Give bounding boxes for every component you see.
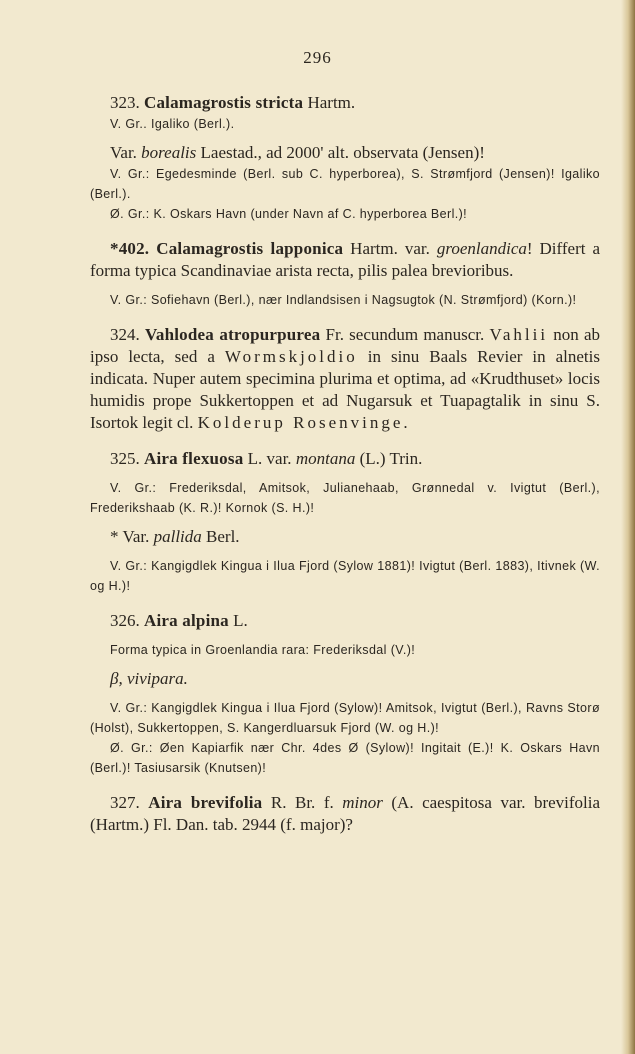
- variety-name: montana: [295, 449, 356, 468]
- entry-text: (A. caespitosa var. brevifolia (Hartm.) Fl. Dan. tab. 2944 (f. major)?: [90, 793, 601, 834]
- entry-heading: [90, 610, 600, 632]
- entry-number: 323.: [110, 93, 140, 112]
- locality-text: Forma typica in Groenlandia rara: Frederiksdal (V.)!: [110, 643, 416, 657]
- taxon-author: L.: [233, 611, 248, 630]
- taxon-name: Aira flexuosa: [144, 449, 244, 468]
- locality-text: V. Gr.: Frederiksdal, Amitsok, Julianehaab, Grønnedal v. Ivigtut (Berl.), Frederikshaab (K. R.)! Kornok (S. H.)!: [90, 481, 600, 515]
- taxon-author: Hartm. var.: [350, 239, 430, 258]
- taxon-name: Vahlodea atropurpurea: [144, 325, 321, 344]
- locality-text: V. Gr.: Sofiehavn (Berl.), nær Indlandsisen i Nagsugtok (N. Strømfjord) (Korn.)!: [110, 293, 577, 307]
- variety-line: [90, 142, 600, 164]
- variety-prefix: Var.: [110, 143, 137, 162]
- entry-text: ! Differt a forma typica Scandinaviae arista recta, pilis palea brevioribus.: [90, 239, 600, 280]
- entry-number: 326.: [110, 611, 140, 630]
- taxon-name: Calamagrostis lapponica: [156, 239, 344, 258]
- taxon-author: R. Br. f.: [270, 793, 334, 812]
- entry-text: .: [403, 413, 408, 432]
- entry-heading: [90, 238, 600, 282]
- page-number: 296: [303, 48, 332, 67]
- entry-text: in sinu Baals Revier in alnetis indicata. Nuper autem specimina plurima et optima, ad «Krudthuset» locis humidis prope Sukkertoppen et ad Nugarsuk et Tuapagtalik in sinu S. Isortok legit cl.: [90, 347, 600, 432]
- page-body: [90, 92, 600, 836]
- locality-text: V. Gr.: Kangigdlek Kingua i Ilua Fjord (Sylow)! Amitsok, Ivigtut (Berl.), Ravns Storø (Holst), Sukkertoppen, S. Kangerdluarsuk Fjord (W. og H.)!: [90, 701, 600, 735]
- variety-name: borealis: [141, 143, 197, 162]
- entry-402: [90, 238, 600, 310]
- variety-prefix: * Var.: [110, 527, 150, 546]
- variety-line: [90, 526, 600, 548]
- variety-name: minor: [342, 793, 383, 812]
- variety-name: groenlandica: [436, 239, 527, 258]
- locality-text: V. Gr.. Igaliko (Berl.).: [110, 117, 235, 131]
- entry-323: [90, 92, 600, 224]
- variety-text: Berl.: [206, 527, 240, 546]
- taxon-name: Calamagrostis stricta: [144, 93, 304, 112]
- taxon-name: Aira alpina: [144, 611, 229, 630]
- entry-number: 324.: [110, 325, 140, 344]
- variety-name: β, vivipara.: [110, 669, 188, 688]
- entry-heading: [90, 92, 600, 114]
- variety-text: (L.) Trin.: [359, 449, 423, 468]
- entry-paragraph: [90, 792, 600, 836]
- person-name: Wormskjoldio: [224, 347, 358, 366]
- entry-text: Fr. secundum manuscr.: [325, 325, 485, 344]
- entry-325: [90, 448, 600, 596]
- variety-name: pallida: [153, 527, 202, 546]
- taxon-name: Aira brevifolia: [148, 793, 263, 812]
- person-name: Vahlii: [489, 325, 549, 344]
- locality-text: V. Gr.: Egedesminde (Berl. sub C. hyperborea), S. Strømfjord (Jensen)! Igaliko (Berl.).: [90, 167, 600, 201]
- entry-number: 325.: [110, 449, 140, 468]
- entry-327: [90, 792, 600, 836]
- entry-324: [90, 324, 600, 434]
- locality-text: Ø. Gr.: K. Oskars Havn (under Navn af C. hyperborea Berl.)!: [110, 207, 468, 221]
- page-edge-shadow: [621, 0, 635, 1054]
- entry-number: *402.: [110, 239, 150, 258]
- locality-text: Ø. Gr.: Øen Kapiarfik nær Chr. 4des Ø (Sylow)! Ingitait (E.)! K. Oskars Havn (Berl.)! Tasiusarsik (Knutsen)!: [90, 741, 600, 775]
- taxon-author: Hartm.: [307, 93, 356, 112]
- entry-text: non ab ipso lecta, sed a: [90, 325, 601, 366]
- entry-number: 327.: [110, 793, 140, 812]
- taxon-author: L. var.: [247, 449, 292, 468]
- entry-paragraph: [90, 324, 600, 434]
- person-name: Kolderup Rosenvinge: [197, 413, 404, 432]
- locality-text: V. Gr.: Kangigdlek Kingua i Ilua Fjord (Sylow 1881)! Ivigtut (Berl. 1883), Itivnek (W. og H.)!: [90, 559, 600, 593]
- entry-heading: [90, 448, 600, 470]
- variety-text: Laestad., ad 2000' alt. observata (Jensen)!: [200, 143, 485, 162]
- entry-326: [90, 610, 600, 778]
